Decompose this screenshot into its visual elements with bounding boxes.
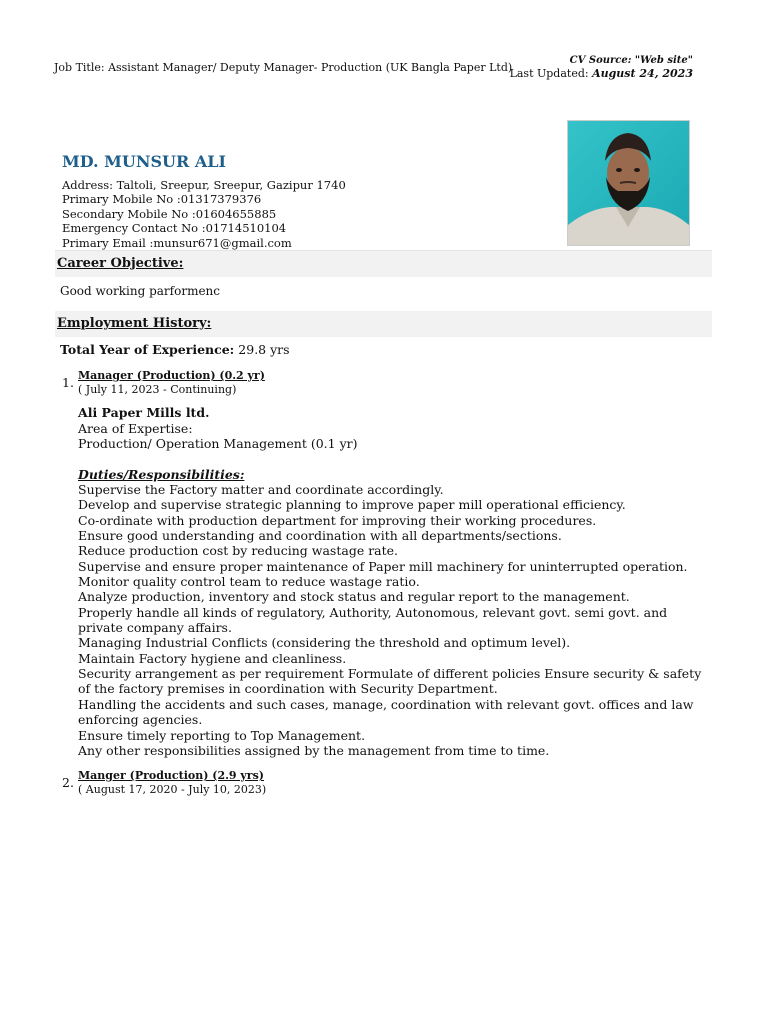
duty-item: Develop and supervise strategic planning to improve paper mill operational efficiency. — [78, 497, 626, 513]
primary-mobile: Primary Mobile No :01317379376 — [62, 192, 262, 207]
last-updated — [510, 67, 693, 80]
job-dates: ( August 17, 2020 - July 10, 2023) — [78, 783, 267, 796]
last-updated-label: Last Updated: — [509, 67, 593, 80]
duty-item: Analyze production, inventory and stock status and regular report to the management. — [78, 589, 630, 605]
duty-item: Properly handle all kinds of regulatory, Authority, Autonomous, relevant govt. semi govt. and private company affairs. — [78, 604, 668, 636]
duties-list — [78, 482, 710, 758]
job-number: 2. — [62, 775, 74, 790]
duty-item: Maintain Factory hygiene and cleanliness. — [78, 650, 347, 666]
area-of-expertise — [78, 421, 358, 452]
job-title: Job Title: Assistant Manager/ Deputy Manager- Production (UK Bangla Paper Ltd) — [54, 61, 513, 74]
job-dates: ( July 11, 2023 - Continuing) — [78, 383, 237, 396]
address: Address: Taltoli, Sreepur, Sreepur, Gazipur 1740 — [62, 178, 346, 192]
duty-item: Co-ordinate with production department for improving their working procedures. — [78, 512, 597, 528]
area-of-expertise-value: Production/ Operation Management (0.1 yr) — [78, 436, 358, 452]
total-experience-label: Total Year of Experience: — [60, 342, 235, 357]
primary-email: Primary Email :munsur671@gmail.com — [62, 235, 292, 250]
duty-item: Managing Industrial Conflicts (considering the threshold and optimum level). — [78, 635, 571, 651]
candidate-name: MD. MUNSUR ALI — [62, 152, 226, 171]
total-experience — [60, 342, 290, 357]
duties-heading: Duties/Responsibilities: — [78, 467, 245, 482]
duty-item: Monitor quality control team to reduce wastage ratio. — [78, 574, 420, 590]
total-experience-value: 29.8 yrs — [234, 342, 290, 357]
contact-info — [62, 178, 346, 250]
duty-item: Handling the accidents and such cases, manage, coordination with relevant govt. offices and law enforcing agencies. — [78, 696, 694, 728]
secondary-mobile: Secondary Mobile No :01604655885 — [62, 206, 277, 221]
last-updated-date: August 24, 2023 — [592, 67, 693, 80]
duty-item: Security arrangement as per requirement Formulate of different policies Ensure security & safety of the factory premises in coordination with Security Department. — [78, 666, 702, 697]
duty-item: Any other responsibilities assigned by the management from time to time. — [78, 742, 550, 758]
cv-source: CV Source: "Web site" — [569, 55, 693, 66]
employment-history-heading: Employment History: — [55, 311, 712, 337]
emergency-contact: Emergency Contact No :01714510104 — [62, 221, 287, 236]
duty-item: Reduce production cost by reducing wastage rate. — [78, 543, 399, 559]
career-objective-heading: Career Objective: — [55, 251, 712, 277]
duty-item: Ensure timely reporting to Top Management. — [78, 727, 366, 743]
job-title-line: Manager (Production) (0.2 yr) — [78, 369, 265, 382]
job-number: 1. — [62, 375, 74, 390]
company-name: Ali Paper Mills ltd. — [78, 405, 210, 420]
duty-item: Supervise the Factory matter and coordinate accordingly. — [78, 482, 444, 497]
profile-photo — [567, 120, 690, 246]
area-of-expertise-label: Area of Expertise: — [78, 421, 193, 436]
duty-item: Supervise and ensure proper maintenance of Paper mill machinery for uninterrupted operation. — [78, 558, 688, 574]
career-objective-text: Good working parformenc — [60, 284, 221, 298]
job-title-line: Manger (Production) (2.9 yrs) — [78, 769, 264, 782]
duty-item: Ensure good understanding and coordination with all departments/sections. — [78, 528, 562, 544]
